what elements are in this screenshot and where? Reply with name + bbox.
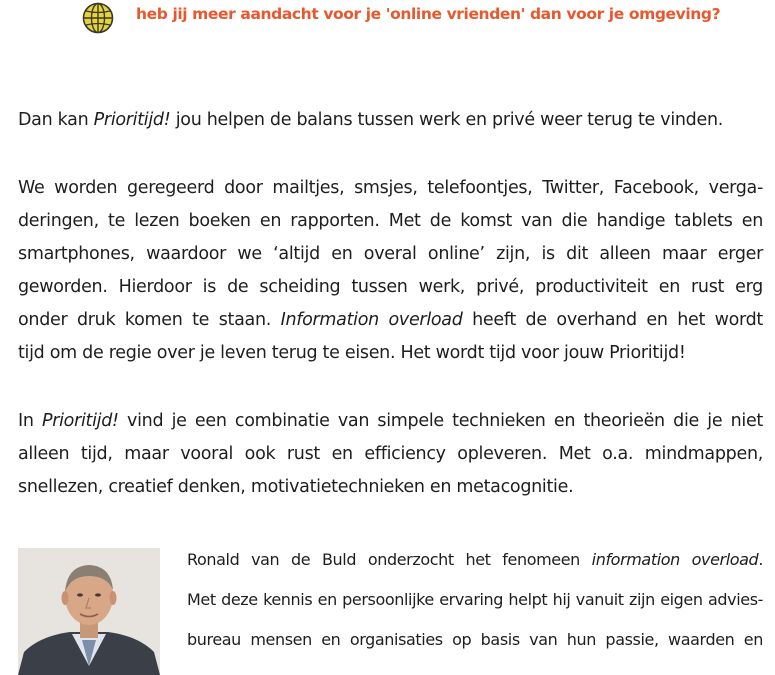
paragraph-line: alleen tijd, maar vooral ook rust en efficiency opleveren. Met o.a. mindmappen,: [18, 444, 763, 464]
bio-line: [187, 540, 763, 580]
line-end: heeft de overhand en het wordt: [462, 310, 763, 330]
body-paragraph-overload: [18, 172, 763, 370]
line-end: vind je een combinatie van simpele technieken en theorieën die je niet: [118, 411, 763, 431]
paragraph-line: tijd om de regie over je leven terug te eisen. Het wordt tijd voor jouw Prioritijd!: [18, 343, 686, 363]
bio-line: bureau mensen en organisaties op basis van hun passie, waarden en: [187, 630, 763, 649]
line-start: onder druk komen te staan.: [18, 310, 281, 330]
emphasis-term: information overload: [591, 550, 759, 569]
headline: heb jij meer aandacht voor je 'online vrienden' dan voor je omgeving?: [136, 5, 721, 23]
intro-rest: jou helpen de balans tussen werk en privé weer terug te vinden.: [170, 110, 724, 130]
author-photo-image: [18, 548, 160, 675]
paragraph-line: geworden. Hierdoor is de scheiding tussen werk, privé, productiviteit en rust erg: [18, 277, 763, 297]
brand-name: Prioritijd!: [41, 411, 119, 431]
intro-line: [18, 104, 763, 137]
paragraph-line: snellezen, creatief denken, motivatietechnieken en metacognitie.: [18, 477, 574, 497]
line-start: Ronald van de Buld onderzocht het fenomeen: [187, 550, 592, 569]
paragraph-line: deringen, te lezen boeken en rapporten. Met de komst van die handige tablets en: [18, 211, 763, 231]
line-end: .: [758, 550, 763, 569]
globe-icon: [82, 2, 114, 34]
paragraph-line: [18, 405, 763, 438]
paragraph-line: We worden geregeerd door mailtjes, smsjes, telefoontjes, Twitter, Facebook, verga-: [18, 178, 763, 198]
line-start: In: [18, 411, 42, 431]
paragraph-line: smartphones, waardoor we ‘altijd en overal online’ zijn, is dit alleen maar erger: [18, 244, 763, 264]
intro-paragraph: [18, 104, 763, 137]
bio-line: Met deze kennis en persoonlijke ervaring helpt hij vanuit zijn eigen advies-: [187, 590, 763, 609]
emphasis-term: Information overload: [280, 310, 463, 330]
header: [82, 2, 762, 34]
brand-name: Prioritijd!: [93, 110, 171, 130]
paragraph-line: [18, 304, 763, 337]
author-portrait: [18, 548, 160, 675]
intro-lead: Dan kan: [18, 110, 94, 130]
body-paragraph-techniques: [18, 405, 763, 504]
author-bio: [187, 540, 763, 660]
